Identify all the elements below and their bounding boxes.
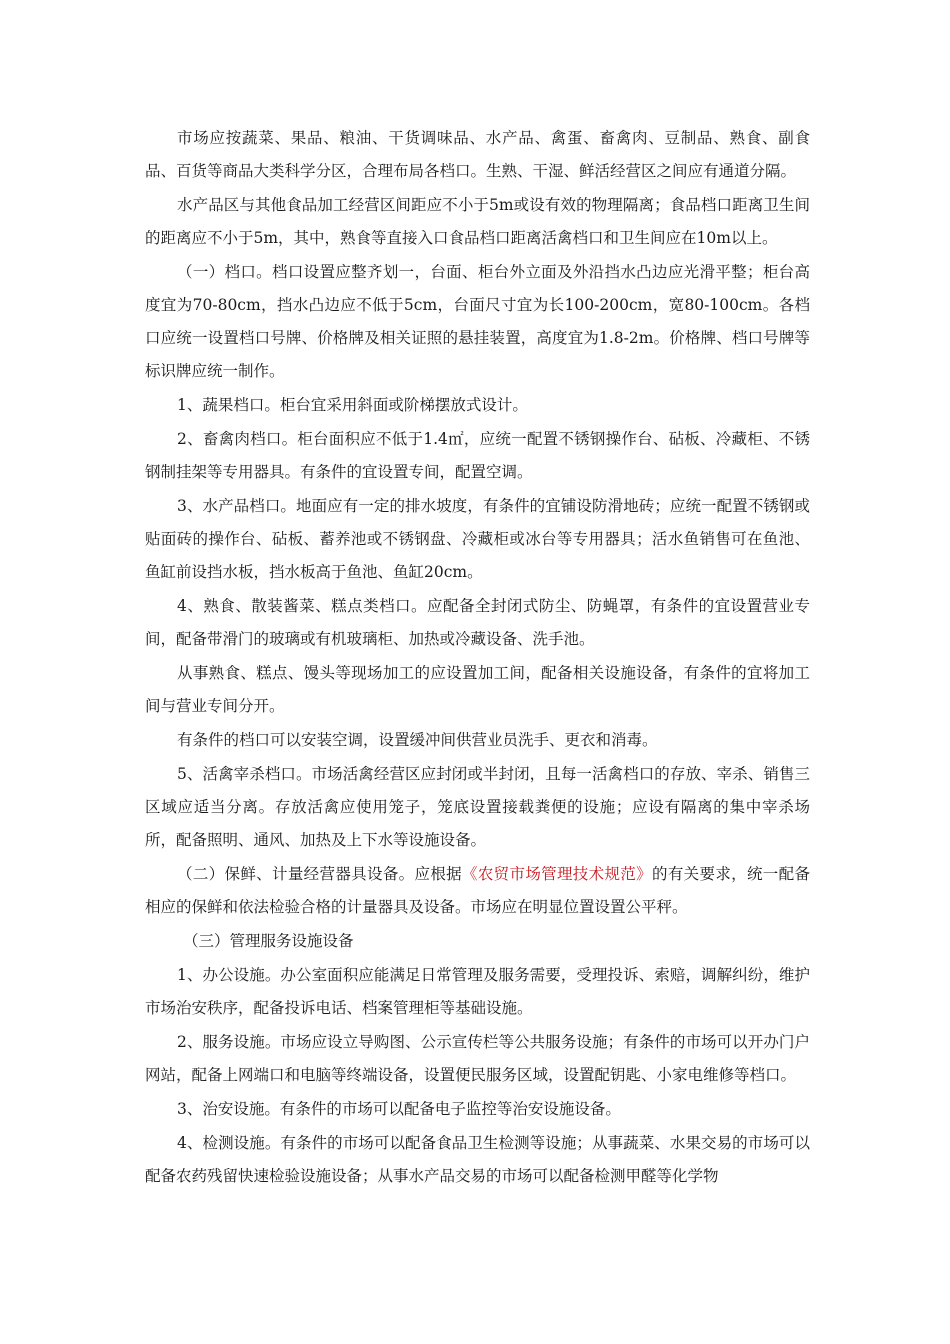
paragraph-deli-stall: 4、熟食、散装酱菜、糕点类档口。应配备全封闭式防尘、防蝇罩，有条件的宜设置营业专间，配备带滑门的玻璃或有机玻璃柜、加热或冷藏设备、洗手池。	[145, 597, 810, 648]
paragraph-processing-room: 从事熟食、糕点、馒头等现场加工的应设置加工间，配备相关设施设备，有条件的宜将加工间与营业专间分开。	[145, 664, 810, 715]
paragraph-aquatic-distance: 水产品区与其他食品加工经营区间距应不小于5m或设有效的物理隔离；食品档口距离卫生间的距离应不小于5m，其中，熟食等直接入口食品档口距离活禽档口和卫生间应在10m以上。	[145, 196, 810, 247]
paragraph-security-facilities: 3、治安设施。有条件的市场可以配备电子监控等治安设施设备。	[177, 1100, 621, 1118]
paragraph-stalls: （一）档口。档口设置应整齐划一，台面、柜台外立面及外沿挡水凸边应光滑平整；柜台高度宜为70-80cm，挡水凸边应不低于5cm，台面尺寸宜为长100-200cm，宽80-100cm。各档口应统一设置档口号牌、价格牌及相关证照的悬挂装置，高度宜为1.8-2m。价格牌、档口号牌等标识牌应统一制作。	[145, 263, 810, 380]
document-body	[145, 122, 810, 1194]
paragraph-preservation-equipment	[145, 858, 810, 924]
paragraph-preservation-text-after: 的有关要求，统一配备相应的保鲜和依法检验合格的计量器具及设备。市场应在明显位置设置公平秤。	[145, 865, 810, 916]
paragraph-office-facilities: 1、办公设施。办公室面积应能满足日常管理及服务需要，受理投诉、索赔，调解纠纷，维护市场治安秩序，配备投诉电话、档案管理柜等基础设施。	[145, 966, 810, 1017]
paragraph-aquatic-stall: 3、水产品档口。地面应有一定的排水坡度，有条件的宜铺设防滑地砖；应统一配置不锈钢或贴面砖的操作台、砧板、蓄养池或不锈钢盘、冷藏柜或冰台等专用器具；活水鱼销售可在鱼池、鱼缸前设挡水板，挡水板高于鱼池、鱼缸20cm。	[145, 497, 810, 581]
paragraph-poultry-stall: 5、活禽宰杀档口。市场活禽经营区应封闭或半封闭，且每一活禽档口的存放、宰杀、销售三区域应适当分离。存放活禽应使用笼子，笼底设置接载粪便的设施；应设有隔离的集中宰杀场所，配备照明、通风、加热及上下水等设施设备。	[145, 765, 810, 849]
paragraph-air-conditioning: 有条件的档口可以安装空调，设置缓冲间供营业员洗手、更衣和消毒。	[177, 731, 658, 749]
paragraph-produce-stall: 1、蔬果档口。柜台宜采用斜面或阶梯摆放式设计。	[177, 396, 528, 414]
paragraph-testing-facilities: 4、检测设施。有条件的市场可以配备食品卫生检测等设施；从事蔬菜、水果交易的市场可以配备农药残留快速检验设施设备；从事水产品交易的市场可以配备检测甲醛等化学物	[145, 1134, 810, 1185]
paragraph-market-zoning: 市场应按蔬菜、果品、粮油、干货调味品、水产品、禽蛋、畜禽肉、豆制品、熟食、副食品、百货等商品大类科学分区，合理布局各档口。生熟、干湿、鲜活经营区之间应有通道分隔。	[145, 129, 810, 180]
section-heading-management: （三）管理服务设施设备	[183, 932, 354, 950]
paragraph-service-facilities: 2、服务设施。市场应设立导购图、公示宣传栏等公共服务设施；有条件的市场可以开办门户网站，配备上网端口和电脑等终端设备，设置便民服务区域，设置配钥匙、小家电维修等档口。	[145, 1033, 810, 1084]
paragraph-meat-stall: 2、畜禽肉档口。柜台面积应不低于1.4㎡，应统一配置不锈钢操作台、砧板、冷藏柜、不锈钢制挂架等专用器具。有条件的宜设置专间，配置空调。	[145, 430, 810, 481]
paragraph-preservation-text-before: （二）保鲜、计量经营器具设备。应根据	[177, 865, 462, 883]
regulation-link[interactable]: 《农贸市场管理技术规范》	[461, 865, 652, 883]
